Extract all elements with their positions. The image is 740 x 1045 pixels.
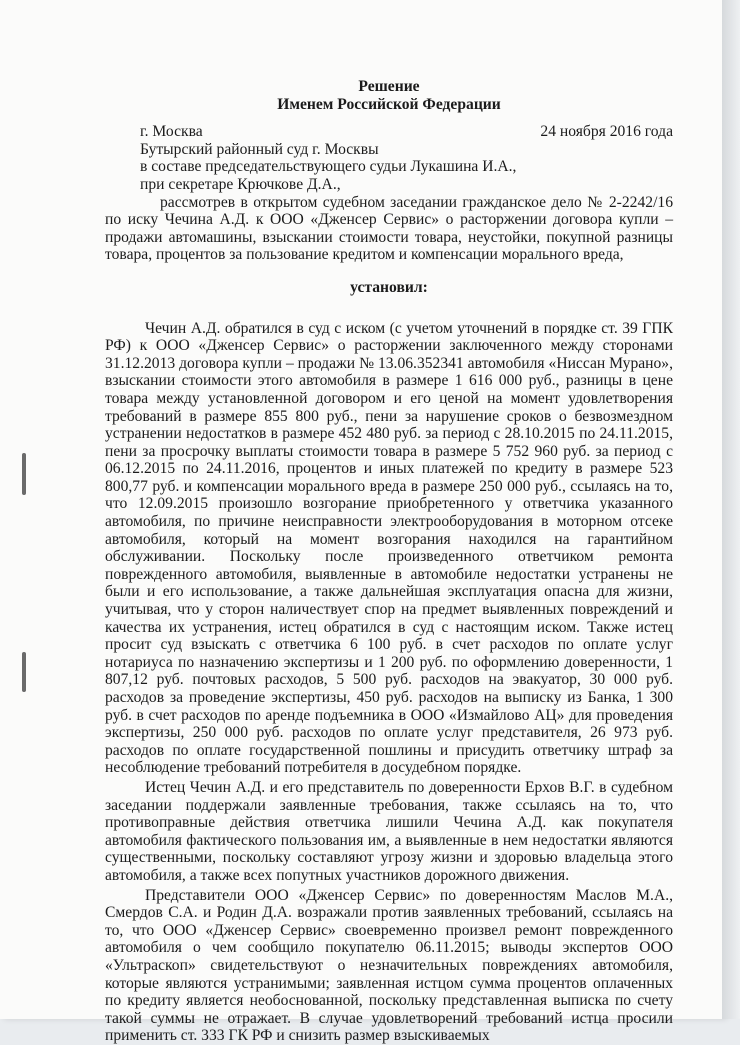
paragraph: Истец Чечин А.Д. и его представитель по доверенности Ерхов В.Г. в судебном заседании поддержали заявленные требования, также ссылаясь на то, что противоправные действия ответчика лишили Чечина А.Д. как покупателя автомобиля фактического пользования им, а выявленные в нем недостатки являются существенными, поскольку составляют угрозу жизни и здоровью владельца этого автомобиля, а также всех попутных участников дорожного движения.: [105, 778, 673, 884]
paragraph: Чечин А.Д. обратился в суд с иском (с учетом уточнений в порядке ст. 39 ГПК РФ) к ООО «Дженсер Сервис» о расторжении заключенного между сторонами 31.12.2013 договора купли – продажи № 13.06.352341 автомобиля «Ниссан Мурано», взыскании стоимости этого автомобиля в размере 1 616 000 руб., разницы в цене товара между установленной договором и его ценой на момент удовлетворения требований в размере 855 800 руб., пени за нарушение сроков о безвозмездном устранении недостатков в размере 452 480 руб. за период с 28.10.2015 по 24.11.2015, пени за просрочку выплаты стоимости товара в размере 5 752 960 руб. за период с 06.12.2015 по 24.11.2016, процентов и иных платежей по кредиту в размере 523 800,77 руб. и компенсации морального вреда в размере 250 000 руб., ссылаясь на то, что 12.09.2015 произошло возгорание приобретенного у ответчика указанного автомобиля, по причине неисправности электрооборудования в моторном отсеке автомобиля, который на момент возгорания находился на гарантийном обслуживании. Поскольку после произведенного ответчиком ремонта поврежденного автомобиля, выявленные в автомобиле недостатки устранены не были и его использование, а также дальнейшая эксплуатация опасна для жизни, учитывая, что у сторон наличествует спор на предмет выявленных повреждений и качества их устранения, истец обратился в суд с настоящим иском. Также истец просит суд взыскать с ответчика 6 100 руб. в счет расходов по оплате услуг нотариуса по назначению экспертизы и 1 200 руб. по оформлению доверенности, 1 807,12 руб. почтовых расходов, 5 500 руб. расходов на эвакуатор, 30 000 руб. расходов за проведение экспертизы, 450 руб. расходов на выписку из Банка, 1 300 руб. в счет расходов по аренде подъемника в ООО «Измайлово АЦ» для проведения экспертизы, 250 000 руб. расходов по оплате услуг представителя, 26 973 руб. расходов по оплате государственной пошлины и присудить ответчику штраф за несоблюдение требований потребителя в досудебном порядке.: [105, 319, 673, 777]
background-edge: [722, 0, 740, 1019]
date: 24 ноября 2016 года: [540, 123, 673, 141]
document-body: [105, 78, 673, 1045]
city: г. Москва: [140, 123, 203, 141]
document-title: Решение: [358, 78, 420, 95]
court-name: Бутырский районный суд г. Москвы: [140, 140, 379, 158]
document-subtitle: Именем Российской Федерации: [277, 95, 501, 113]
staple-mark: [22, 652, 26, 692]
court-secretary: при секретаре Крючкове Д.А.,: [140, 175, 341, 193]
case-intro: рассмотрев в открытом судебном заседании гражданское дело № 2-2242/16 по иску Чечина А.Д. к ООО «Джeнсер Сервис» о расторжении договора купли – продажи автомашины, взыскании стоимости товара, неустойки, покупной разницы товара, процентов за пользование кредитом и компенсации морального вреда,: [105, 193, 673, 264]
staple-mark: [22, 453, 26, 495]
court-composition: в составе председательствующего судьи Лукашина И.А.,: [140, 158, 517, 176]
place-date-row: [105, 123, 673, 141]
section-heading: установил:: [350, 278, 428, 296]
paragraph: Представители ООО «Дженсер Сервис» по доверенностям Маслов М.А., Смердов С.А. и Родин Д.А. возражали против заявленных требований, ссылаясь на то, что ООО «Дженсер Сервис» своевременно произвел ремонт поврежденного автомобиля о чем сообщило покупателю 06.11.2015; выводы экспертов ООО «Ультраскоп» свидетельствуют о незначительных повреждениях автомобиля, которые являются устранимыми; заявленная истцом сумма процентов оплаченных по кредиту является необоснованной, поскольку представленная выписка по счету такой суммы не отражает. В случае удовлетворений требований истца просили применить ст. 333 ГК РФ и снизить размер взыскиваемых: [105, 886, 673, 1045]
